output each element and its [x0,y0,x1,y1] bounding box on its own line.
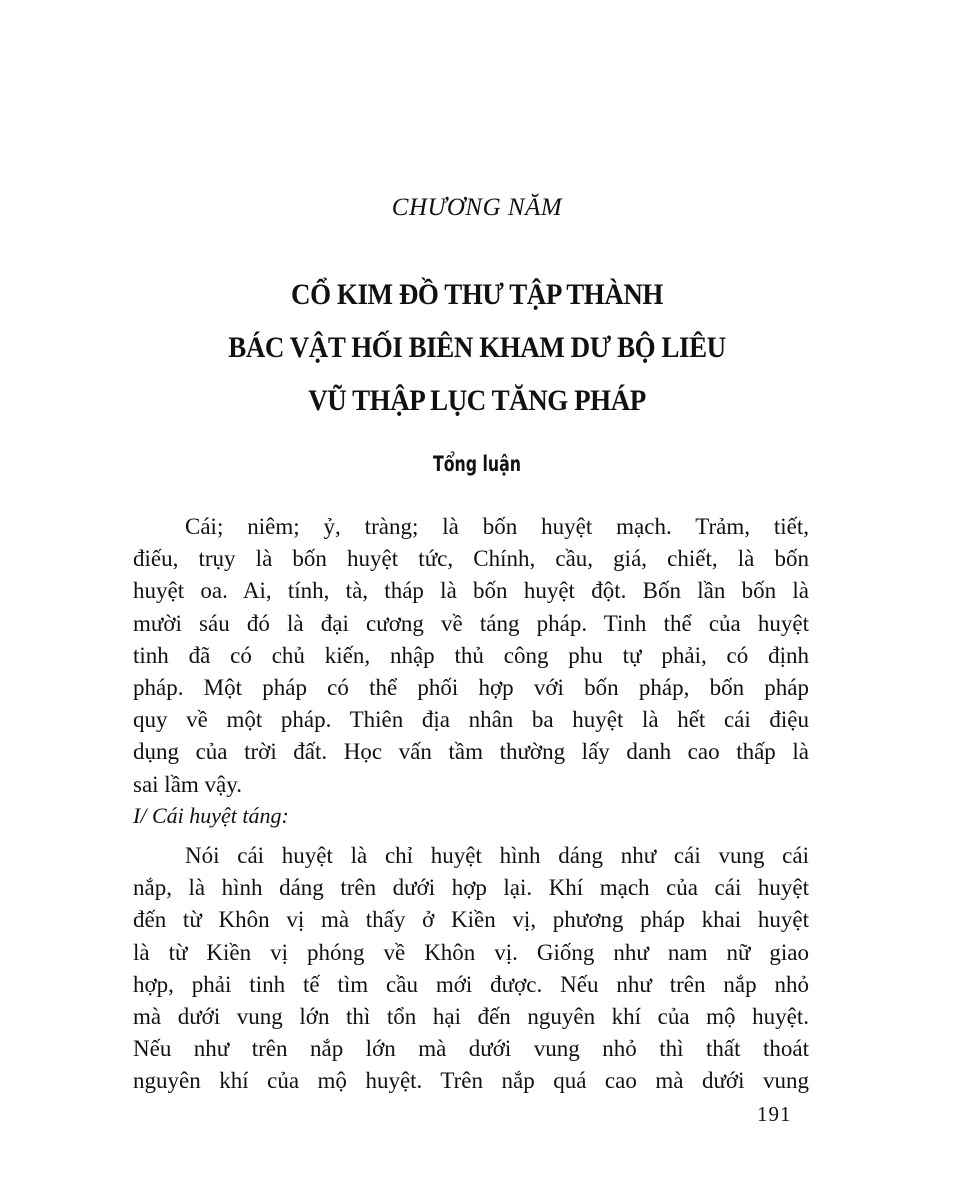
text-line: Cái; niêm; ỷ, tràng; là bốn huyệt mạch. Trảm, tiết, [185,514,809,539]
text-line: sai lầm vậy. [133,771,243,797]
text-line: hợp, phải tinh tế tìm cầu mới được. Nếu như trên nắp nhỏ [133,971,809,997]
text-line: Nói cái huyệt là chỉ huyệt hình dáng như cái vung cái [185,843,809,868]
text-line: nguyên khí của mộ huyệt. Trên nắp quá cao mà dưới vung [133,1068,809,1094]
page-number: 191 [757,1102,792,1126]
text-line: quy về một pháp. Thiên địa nhân ba huyệt là hết cái điệu [133,707,809,733]
paragraph-cai-huyet [133,840,809,1098]
subsection-heading: I/ Cái huyệt táng: [133,803,289,828]
text-line: mà dưới vung lớn thì tổn hại đến nguyên khí của mộ huyệt. [133,1004,809,1030]
text-line: nắp, là hình dáng trên dưới hợp lại. Khí mạch của cái huyệt [133,875,809,901]
title-line: BÁC VẬT HỐI BIÊN KHAM DƯ BỘ LIÊU [228,331,726,364]
text-line: Nếu như trên nắp lớn mà dưới vung nhỏ thì thất thoát [133,1036,809,1062]
text-line: pháp. Một pháp có thể phối hợp với bốn pháp, bốn pháp [133,675,809,701]
text-line: tinh đã có chủ kiến, nhập thủ công phu tự phải, có định [133,642,809,668]
chapter-title [48,268,907,427]
text-line: dụng của trời đất. Học vấn tầm thường lấy danh cao thấp là [133,739,809,765]
title-line: CỔ KIM ĐỒ THƯ TẬP THÀNH [291,278,663,311]
section-heading: Tổng luận [432,452,521,476]
text-line: điếu, trụy là bốn huyệt tức, Chính, cầu, giá, chiết, là bốn [133,546,809,572]
title-line: VŨ THẬP LỤC TĂNG PHÁP [308,384,646,417]
paragraph-overview [133,511,809,801]
text-line: huyệt oa. Ai, tính, tà, tháp là bốn huyệt đột. Bốn lần bốn là [133,578,809,604]
text-line: đến từ Khôn vị mà thấy ở Kiền vị, phương pháp khai huyệt [133,907,809,933]
chapter-label: CHƯƠNG NĂM [391,194,563,221]
text-line: là từ Kiền vị phóng về Khôn vị. Giống như nam nữ giao [133,939,809,965]
text-line: mười sáu đó là đại cương về táng pháp. Tinh thể của huyệt [133,610,809,636]
